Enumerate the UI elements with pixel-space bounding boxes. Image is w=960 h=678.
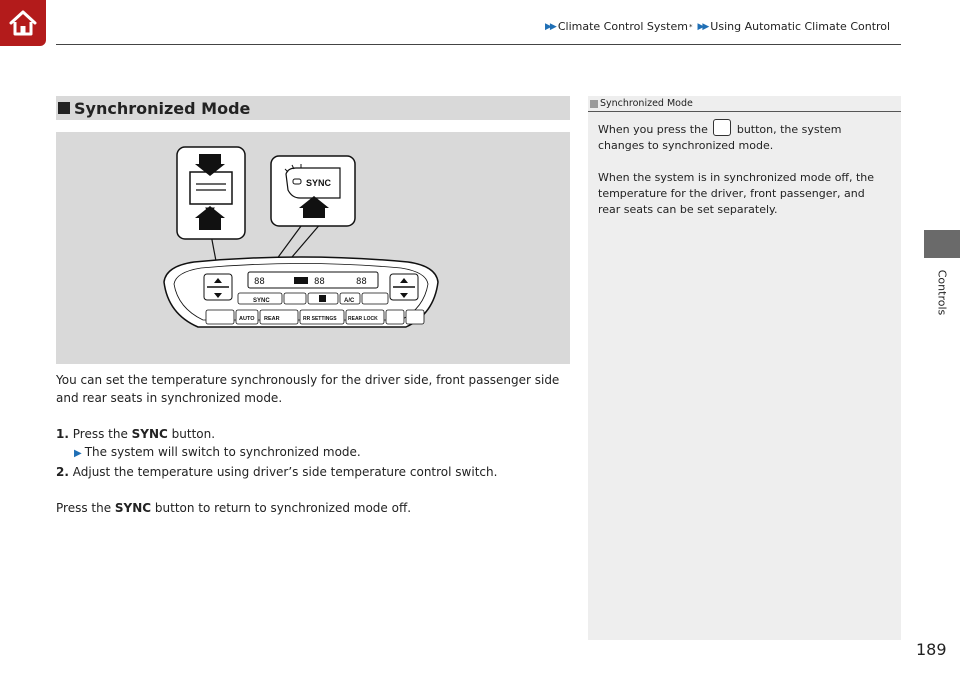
header-divider — [56, 44, 901, 45]
sidebar-paragraph-1: When you press the button, the system changes to synchronized mode. — [598, 119, 889, 154]
breadcrumb-arrow-icon: ▶▶ — [697, 21, 708, 32]
climate-panel-figure — [56, 132, 570, 364]
sync-keyword: SYNC — [131, 427, 168, 441]
sidebar-note — [588, 96, 901, 640]
panel-display-left: 88 — [254, 277, 265, 287]
home-button[interactable] — [0, 0, 46, 46]
side-tab-marker — [924, 230, 960, 258]
panel-auto-button: AUTO — [239, 316, 255, 322]
panel-rr-settings-button: RR SETTINGS — [303, 316, 337, 322]
home-icon — [7, 8, 39, 38]
intro-paragraph: You can set the temperature synchronously for the driver side, front passenger side and rear seats in synchronized mode. — [56, 373, 560, 405]
section-title: Synchronized Mode — [74, 98, 251, 118]
final-paragraph: Press the SYNC button to return to synchronized mode off. — [56, 501, 412, 515]
front-defrost-button-icon — [713, 119, 731, 136]
breadcrumb-arrow-icon: ▶▶ — [545, 21, 555, 32]
step-1: 1. Press the SYNC button. — [56, 427, 216, 441]
breadcrumb-item-climate[interactable]: Climate Control System — [557, 20, 688, 33]
sidebar-paragraph-2: When the system is in synchronized mode off, the temperature for the driver, front passenger, and rear seats can be set separately. — [598, 171, 875, 216]
main-body-text — [56, 371, 576, 517]
breadcrumb-item-automatic[interactable]: Using Automatic Climate Control — [710, 20, 891, 33]
panel-rear-button: REAR — [264, 316, 280, 322]
step-2: 2. Adjust the temperature using driver’s side temperature control switch. — [56, 465, 498, 479]
sync-callout-label: SYNC — [306, 178, 332, 188]
breadcrumb-asterisk: * — [688, 22, 693, 31]
panel-display-mid: 88 — [314, 277, 325, 287]
side-tab-label[interactable]: Controls — [935, 269, 949, 315]
sidebar-heading: Synchronized Mode — [588, 96, 901, 112]
panel-rear-lock-button: REAR LOCK — [348, 316, 378, 322]
reference-icon — [590, 100, 598, 108]
panel-ac-button: A/C — [344, 298, 355, 304]
breadcrumb — [545, 20, 890, 33]
page-number: 189 — [916, 640, 947, 659]
result-arrow-icon: ▶ — [74, 448, 82, 459]
sync-keyword: SYNC — [114, 501, 152, 515]
section-heading — [56, 96, 570, 120]
panel-sync-button: SYNC — [253, 298, 270, 304]
step-1-result: ▶ The system will switch to synchronized mode. — [74, 445, 361, 459]
climate-panel-illustration — [56, 132, 570, 364]
panel-display-right: 88 — [356, 277, 367, 287]
heading-square-icon — [58, 102, 70, 114]
